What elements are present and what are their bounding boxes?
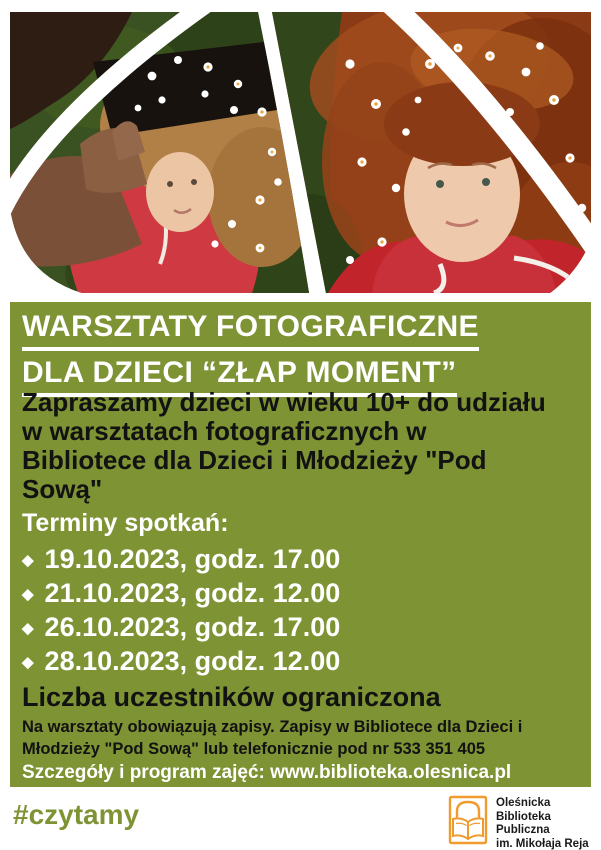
schedule-date: 26.10.2023, godz. 17.00 <box>44 612 341 642</box>
details-note: Szczegóły i program zajęć: www.biblioteka.olesnica.pl <box>22 762 512 783</box>
title-line-1: WARSZTATY FOTOGRAFICZNE <box>22 308 479 351</box>
diamond-bullet-icon: ◆ <box>22 654 34 671</box>
info-panel <box>10 302 591 787</box>
diamond-bullet-icon: ◆ <box>22 586 34 603</box>
photo-collage-graphic <box>10 12 591 293</box>
schedule-heading: Terminy spotkań: <box>22 509 229 537</box>
limit-note: Liczba uczestników ograniczona <box>22 682 441 712</box>
photo-right <box>258 12 591 293</box>
signup-note: Na warsztaty obowiązują zapisy. Zapisy w Bibliotece dla Dzieci i Młodzieży "Pod Sową" lub telefonicznie pod nr 533 351 405 <box>22 718 523 758</box>
photo-collage <box>10 12 591 293</box>
footer <box>0 787 601 850</box>
library-logo <box>448 795 589 850</box>
library-arch-book-icon <box>448 795 488 845</box>
logo-line: Oleśnicka <box>496 797 551 809</box>
logo-line: im. Mikołaja Reja <box>496 837 589 850</box>
schedule-date: 28.10.2023, godz. 12.00 <box>44 646 341 676</box>
schedule-date: 21.10.2023, godz. 12.00 <box>44 578 341 608</box>
title-line-2: DLA DZIECI “ZŁAP MOMENT” <box>22 354 457 397</box>
diamond-bullet-icon: ◆ <box>22 552 34 569</box>
schedule-item <box>22 576 579 610</box>
hashtag-czytamy: #czytamy <box>13 799 140 830</box>
schedule-date: 19.10.2023, godz. 17.00 <box>44 544 341 574</box>
diamond-bullet-icon: ◆ <box>22 620 34 637</box>
logo-line: Biblioteka <box>496 810 551 823</box>
schedule-item <box>22 644 579 678</box>
library-logo-text <box>496 795 589 850</box>
schedule-list <box>22 542 579 678</box>
intro-text: Zapraszamy dzieci w wieku 10+ do udziału w warsztatach fotograficznych w Bibliotece dla Dzieci i Młodzieży "Pod Sową" <box>22 387 546 504</box>
schedule-item <box>22 542 579 576</box>
logo-line: Publiczna <box>496 824 550 836</box>
schedule-item <box>22 610 579 644</box>
